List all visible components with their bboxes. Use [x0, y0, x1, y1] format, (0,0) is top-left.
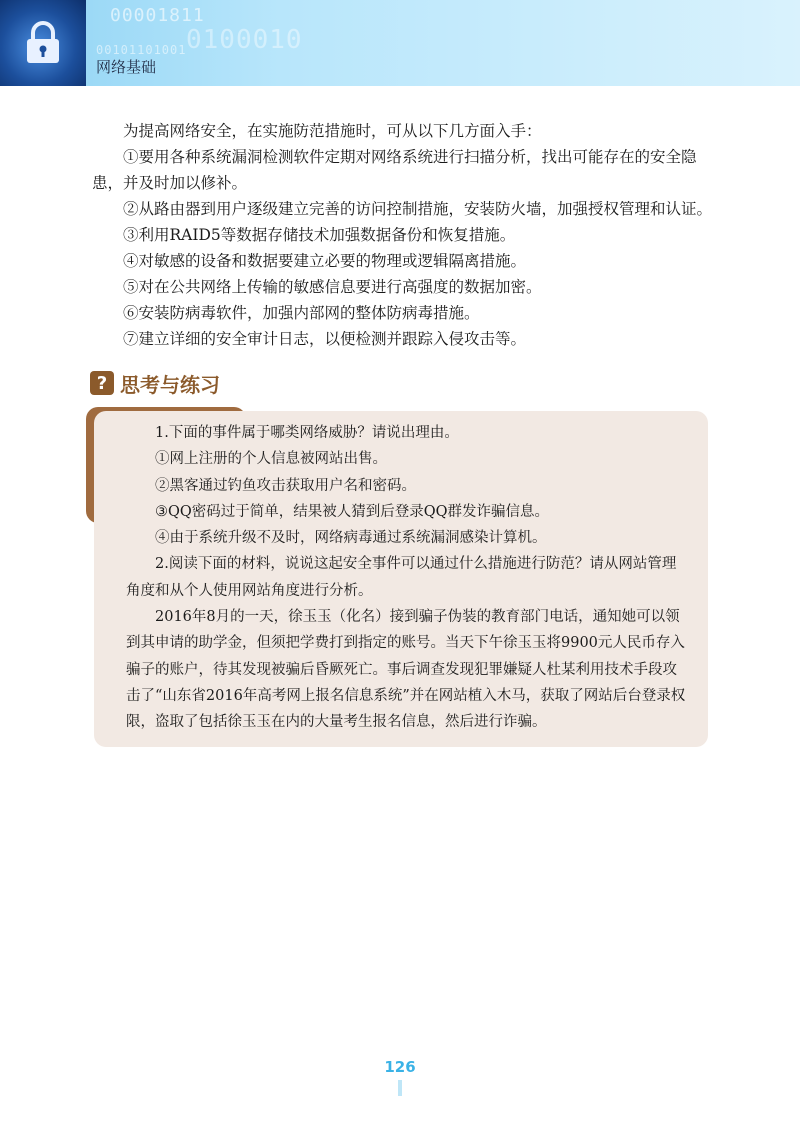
measure-item-7: ⑦建立详细的安全审计日志，以便检测并跟踪入侵攻击等。 — [123, 330, 527, 348]
question-1: 1.下面的事件属于哪类网络威胁？请说出理由。 — [155, 425, 459, 441]
section-heading — [90, 368, 220, 398]
question-1-item-4: ④由于系统升级不及时，网络病毒通过系统漏洞感染计算机。 — [155, 530, 547, 547]
measure-item-5: ⑤对在公共网络上传输的敏感信息要进行高强度的数据加密。 — [123, 278, 542, 296]
exercise-text — [126, 420, 686, 736]
body-text — [92, 118, 712, 352]
binary-text-1: 00001811 — [110, 5, 205, 26]
question-icon: ? — [90, 371, 114, 395]
page-number-bar — [398, 1080, 402, 1096]
page-number: 126 — [384, 1058, 416, 1076]
measure-item-1: ①要用各种系统漏洞检测软件定期对网络系统进行扫描分析，找出可能存在的安全隐患，并及时加以修补。 — [92, 148, 697, 192]
binary-text-2: 00101101001 — [96, 43, 187, 57]
chapter-title: 网络基础 — [96, 58, 157, 76]
question-1-item-1: ①网上注册的个人信息被网站出售。 — [155, 451, 387, 468]
material-paragraph: 2016年8月的一天，徐玉玉（化名）接到骗子伪装的教育部门电话，通知她可以领到其申请的助学金，但须把学费打到指定的账号。当天下午徐玉玉将9900元人民币存入骗子的账户，待其发现被骗后昏厥死亡。事后调查发现犯罪嫌疑人杜某利用技术手段攻击了“山东省2016年高考网上报名信息系统”并在网站植入木马，获取了网站后台登录权限，盗取了包括徐玉玉在内的大量考生报名信息，然后进行诈骗。 — [126, 609, 686, 731]
page-header — [0, 0, 800, 86]
section-title: 思考与练习 — [120, 372, 220, 397]
measure-item-2: ②从路由器到用户逐级建立完善的访问控制措施，安装防火墙，加强授权管理和认证。 — [123, 200, 713, 218]
measure-item-3: ③利用RAID5等数据存储技术加强数据备份和恢复措施。 — [123, 226, 516, 244]
intro-paragraph: 为提高网络安全，在实施防范措施时，可从以下几方面入手： — [123, 122, 542, 140]
question-1-item-3: ③QQ密码过于简单，结果被人猜到后登录QQ群发诈骗信息。 — [155, 503, 550, 520]
measure-item-6: ⑥安装防病毒软件，加强内部网的整体防病毒措施。 — [123, 304, 480, 322]
lock-emblem — [0, 0, 86, 86]
question-2: 2.阅读下面的材料，说说这起安全事件可以通过什么措施进行防范？请从网站管理角度和从个人使用网站角度进行分析。 — [126, 556, 677, 599]
measure-item-4: ④对敏感的设备和数据要建立必要的物理或逻辑隔离措施。 — [123, 252, 527, 270]
lock-icon — [22, 20, 64, 66]
binary-text-3: 0100010 — [186, 25, 303, 55]
question-1-item-2: ②黑客通过钓鱼攻击获取用户名和密码。 — [155, 477, 416, 494]
